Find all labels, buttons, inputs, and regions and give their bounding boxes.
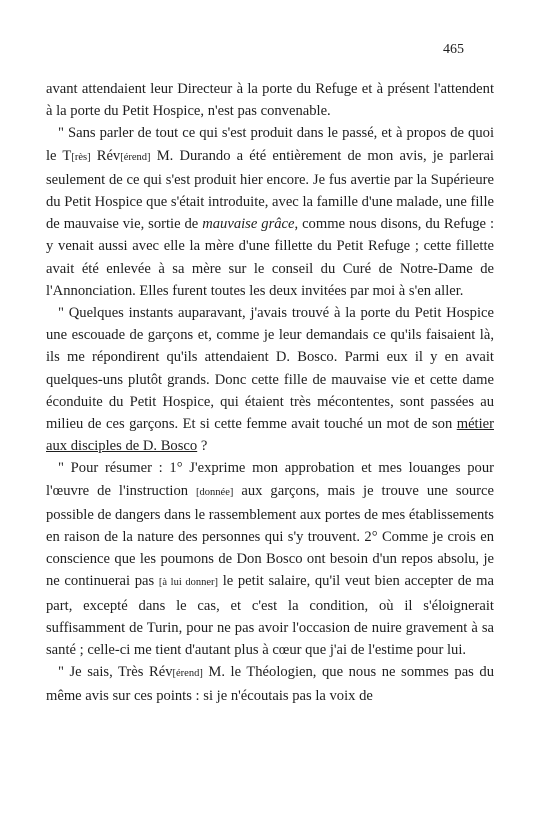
- paragraph: [46, 78, 494, 122]
- paragraph: [46, 302, 494, 457]
- paragraph: [46, 122, 494, 302]
- text-run: " Je sais, Très Rév: [58, 664, 173, 681]
- text-run: aux garçons, mais je trouve une source possible de dangers dans le rassemblement aux portes de mes établissements en raison de la nature des personnes qui s'y trouvent. 2° Comme je crois en conscience que les poumons de Don Bosco ont besoin d'un repos absolu, je ne continuerai pas: [46, 482, 494, 590]
- text-run: le petit salaire, qu'il veut bien accepter de ma part, excepté dans le cas, et c'est la condition, où il s'éloignerait suffisamment de Turin, pour ne pas avoir l'occasion de nuire gravement à sa santé ; celle-ci me tient d'autant plus à cœur que j'ai de l'estime pour lui.: [46, 573, 494, 659]
- editorial-bracket: [rès]: [71, 151, 91, 163]
- editorial-bracket: [érend]: [172, 668, 203, 680]
- text-run: " Sans parler de tout ce qui s'est produit dans le passé, et à propos de quoi le T: [46, 125, 494, 164]
- text-run: avant attendaient leur Directeur à la porte du Refuge et à présent l'attendent à la porte du Petit Hospice, n'est pas convenable.: [46, 81, 494, 120]
- paragraph: [46, 457, 494, 661]
- text-run: M. le Théologien, que nous ne sommes pas du même avis sur ces points : si je n'écoutais pas la voix de: [46, 664, 494, 705]
- italic-phrase: mauvaise grâce: [202, 216, 295, 233]
- editorial-bracket: [à lui donner]: [158, 577, 219, 589]
- text-run: ?: [197, 438, 208, 455]
- text-run: , comme nous disons, du Refuge : y venait aussi avec elle la mère d'une fillette du Petit Refuge ; cette fillette avait été enlevée à sa mère sur le conseil du Curé de Notre-Dame de l'Annonciation. Elles furent toutes les deux invitées par moi à s'en aller.: [46, 216, 494, 299]
- text-run: M. Durando a été entièrement de mon avis, je parlerai seulement de ce qui s'est produit hier encore. Je fus avertie par la Supérieure du Petit Hospice que s'était introduite, avec la famille d'une malade, une fille de mauvaise vie, sortie de: [46, 147, 494, 233]
- editorial-bracket: [donnée]: [196, 486, 234, 498]
- text-run: " Quelques instants auparavant, j'avais trouvé à la porte du Petit Hospice une escouade de garçons et, comme je leur demandais ce qu'ils faisaient là, ils me répondirent qu'ils attendaient D. Bosco. Parmi eux il y en avait quelques-uns plutôt grands. Donc cette fille de mauvaise vie et cette dame éconduite du Petit Hospice, qui étaient très mécontentes, sont passées au milieu de ces garçons. Et si cette femme avait touché un mot de son: [46, 305, 494, 433]
- body-text: [46, 78, 494, 708]
- paragraph: [46, 661, 494, 707]
- page-number: 465: [443, 42, 464, 57]
- underlined-phrase: métier aux disciples de D. Bosco: [46, 416, 494, 455]
- text-run: Rév: [90, 147, 121, 164]
- text-run: " Pour résumer : 1° J'exprime mon approbation et mes louanges pour l'œuvre de l'instruction: [46, 460, 494, 499]
- editorial-bracket: [érend]: [120, 151, 151, 163]
